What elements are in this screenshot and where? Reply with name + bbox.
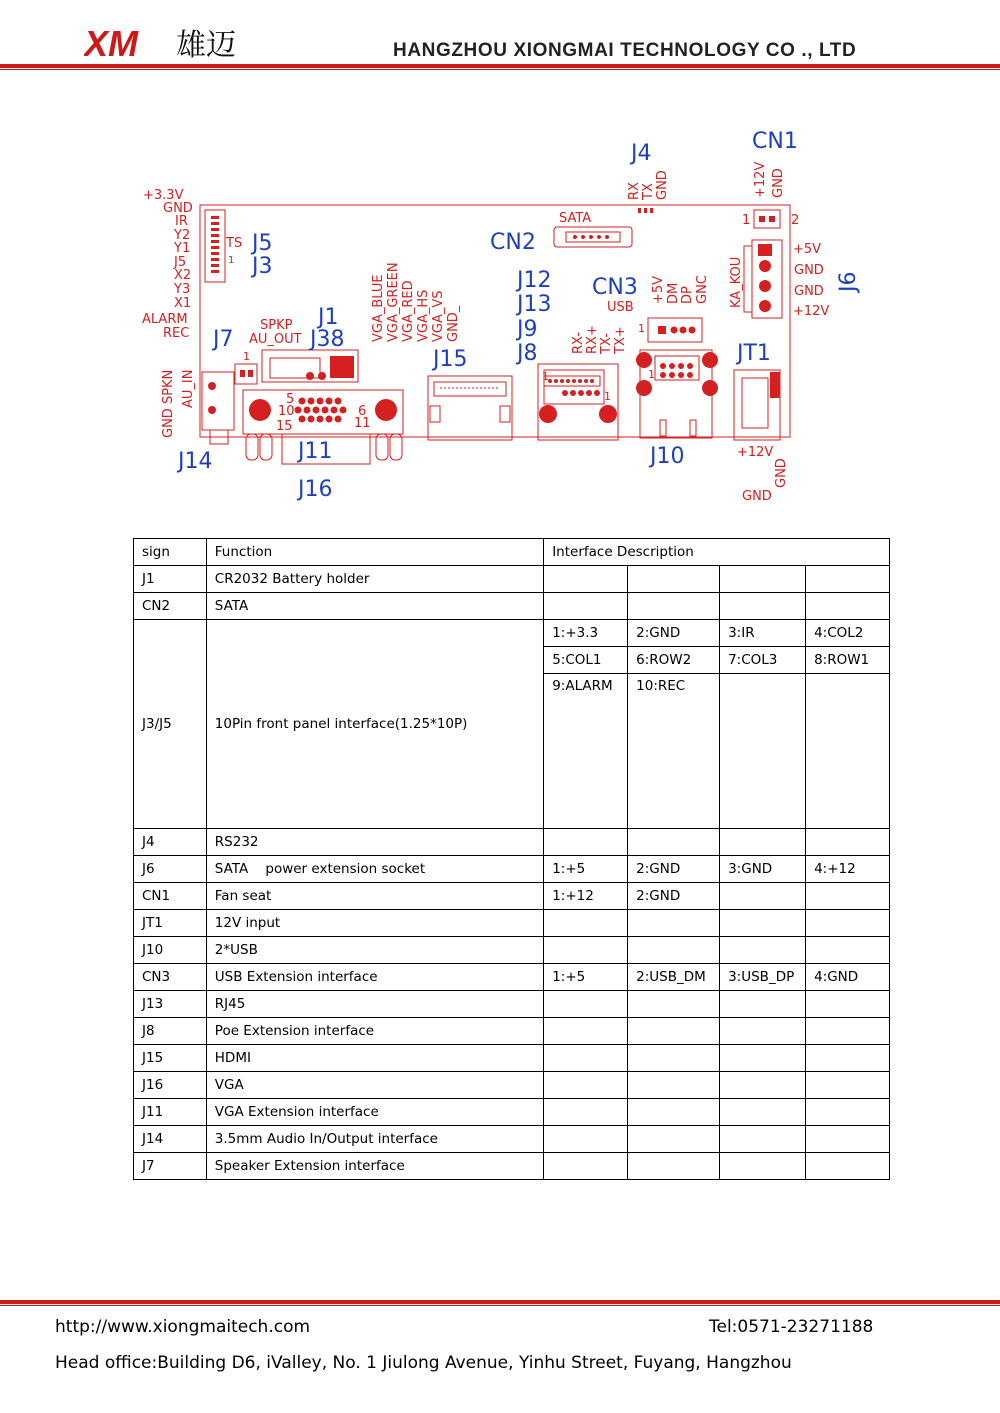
company-logo [84, 22, 274, 64]
table-cell [628, 1072, 720, 1099]
footer-rule-thin [0, 1305, 1000, 1306]
label-j12: J12 [517, 268, 552, 293]
pin-label: SPKP [260, 318, 293, 333]
table-cell [720, 829, 806, 856]
table-cell: 4:GND [806, 964, 890, 991]
table-row [134, 829, 890, 856]
table-cell [544, 566, 628, 593]
table-cell: 3:IR [720, 620, 806, 647]
pin-label: RX [627, 182, 642, 200]
pin-label: GNC [695, 275, 710, 304]
label-j13: J13 [517, 292, 552, 317]
table-cell: RS232 [206, 829, 543, 856]
label-j4: J4 [631, 141, 652, 166]
pin-label: GND [794, 284, 824, 299]
table-cell: 3:GND [720, 856, 806, 883]
table-cell [628, 910, 720, 937]
table-cell: 1:+3.3 [544, 620, 628, 647]
table-cell: 1:+5 [544, 856, 628, 883]
table-cell [628, 937, 720, 964]
logo-mark: XM [84, 23, 138, 64]
table-cell [720, 1045, 806, 1072]
table-cell [544, 1153, 628, 1180]
pin-label: X1 [174, 296, 192, 311]
table-cell: 10Pin front panel interface(1.25*10P) [206, 620, 543, 829]
table-cell [628, 1126, 720, 1153]
head-office-address: Head office:Building D6, iValley, No. 1 Jiulong Avenue, Yinhu Street, Fuyang, Hangzhou [55, 1353, 792, 1373]
table-row [134, 1018, 890, 1045]
board-diagram [0, 110, 1000, 520]
table-row [134, 1126, 890, 1153]
table-cell [806, 991, 890, 1018]
pin-label: KA_KOU [729, 256, 744, 308]
pin-label: GND SPKN [161, 369, 176, 438]
table-cell: HDMI [206, 1045, 543, 1072]
header-cell: sign [134, 539, 207, 566]
label-j15: J15 [433, 347, 468, 372]
j4-pins [638, 208, 653, 213]
pin-label: IR [175, 214, 188, 229]
table-cell [806, 1072, 890, 1099]
table-cell [720, 991, 806, 1018]
pin-label: GND [794, 263, 824, 278]
table-cell [806, 1099, 890, 1126]
table-cell [806, 1153, 890, 1180]
table-cell [806, 674, 890, 829]
table-cell [544, 1126, 628, 1153]
pin-label: 1 [604, 390, 611, 403]
interface-table [133, 538, 890, 1180]
pin-label: 1 [228, 255, 235, 266]
table-cell: 5:COL1 [544, 647, 628, 674]
table-cell: J4 [134, 829, 207, 856]
table-cell [720, 883, 806, 910]
telephone: Tel:0571-23271188 [709, 1317, 874, 1337]
j7-speaker [235, 364, 257, 384]
header-rule-thin [0, 69, 1000, 70]
label-j7: J7 [213, 327, 234, 352]
table-cell [628, 1018, 720, 1045]
label-j1: J1 [318, 305, 339, 330]
table-row [134, 1099, 890, 1126]
table-cell [544, 1045, 628, 1072]
footer-rule [0, 1300, 1000, 1304]
table-cell: CR2032 Battery holder [206, 566, 543, 593]
table-cell [720, 937, 806, 964]
pin-label: DP [680, 286, 695, 304]
table-cell: 3.5mm Audio In/Output interface [206, 1126, 543, 1153]
table-cell: 4:+12 [806, 856, 890, 883]
label-j3: J3 [252, 254, 273, 279]
table-cell: SATA [206, 593, 543, 620]
table-cell [720, 910, 806, 937]
table-row [134, 964, 890, 991]
table-cell [628, 991, 720, 1018]
table-cell [720, 1099, 806, 1126]
table-cell: 2:GND [628, 620, 720, 647]
table-cell [628, 1153, 720, 1180]
table-cell [806, 1126, 890, 1153]
logo-chinese: 雄迈 [176, 28, 236, 63]
table-cell: CN3 [134, 964, 207, 991]
vga-pins [295, 398, 347, 423]
pin-label: GND [774, 458, 789, 488]
table-cell: USB Extension interface [206, 964, 543, 991]
table-cell [806, 883, 890, 910]
table-header-row [134, 539, 890, 566]
label-cn2: CN2 [490, 230, 536, 255]
table-row [134, 910, 890, 937]
label-j10: J10 [650, 444, 685, 469]
table-cell: RJ45 [206, 991, 543, 1018]
table-row [134, 991, 890, 1018]
table-cell: SATA power extension socket [206, 856, 543, 883]
table-row [134, 566, 890, 593]
header-cell: Interface Description [544, 539, 890, 566]
pin-label: GND_ [446, 305, 461, 342]
pin-label: GND [742, 489, 772, 504]
j3-pins [211, 216, 219, 273]
table-cell [628, 566, 720, 593]
table-cell: 1:+5 [544, 964, 628, 991]
table-cell: Speaker Extension interface [206, 1153, 543, 1180]
table-cell [544, 991, 628, 1018]
table-cell: 10:REC [628, 674, 720, 829]
label-j38: J38 [310, 327, 345, 352]
table-row [134, 856, 890, 883]
table-cell [806, 937, 890, 964]
pin-label: 1 [742, 213, 751, 228]
table-cell: J15 [134, 1045, 207, 1072]
table-cell: J3/J5 [134, 620, 207, 829]
table-cell: 2:GND [628, 856, 720, 883]
table-cell [806, 593, 890, 620]
table-cell [544, 1099, 628, 1126]
pin-label: +12V [753, 161, 768, 198]
pin-label: J5 [174, 255, 187, 270]
table-cell [806, 829, 890, 856]
table-row [134, 1045, 890, 1072]
pin-label: VGA_HS [416, 289, 431, 342]
pin-label: RX+ [585, 325, 600, 354]
pin-label: SATA [559, 211, 592, 226]
pin-label: VGA_BLUE [371, 274, 386, 342]
table-cell: JT1 [134, 910, 207, 937]
table-cell: J16 [134, 1072, 207, 1099]
label-j6: J6 [836, 271, 861, 292]
pin-label: +12V [793, 304, 830, 319]
label-j5: J5 [252, 231, 273, 256]
table-cell: J11 [134, 1099, 207, 1126]
label-j16: J16 [298, 477, 333, 502]
table-cell: J6 [134, 856, 207, 883]
j14-audio [202, 372, 234, 430]
table-cell: 7:COL3 [720, 647, 806, 674]
table-row [134, 620, 890, 647]
header-cell: Function [206, 539, 543, 566]
table-cell [806, 1045, 890, 1072]
pin-label: VGA_RED [401, 280, 416, 342]
table-cell: J8 [134, 1018, 207, 1045]
table-cell [806, 910, 890, 937]
table-cell: 1:+12 [544, 883, 628, 910]
pin-label: 2 [791, 213, 800, 228]
table-cell: 2:GND [628, 883, 720, 910]
table-cell: J14 [134, 1126, 207, 1153]
table-cell: CN2 [134, 593, 207, 620]
pin-label: 11 [354, 416, 371, 431]
label-j8: J8 [517, 341, 538, 366]
header-rule [0, 64, 1000, 68]
pin-label: 1 [648, 368, 655, 381]
pin-label: VGA_GREEN [386, 262, 401, 342]
table-cell: 4:COL2 [806, 620, 890, 647]
table-row [134, 883, 890, 910]
pin-label: VGA_VS [431, 290, 446, 342]
table-cell [544, 937, 628, 964]
pin-label: 15 [276, 419, 293, 434]
table-cell: 2:USB_DM [628, 964, 720, 991]
pin-label: 1 [542, 370, 549, 383]
pin-label: TX [641, 183, 656, 200]
table-cell: 12V input [206, 910, 543, 937]
table-cell [720, 1072, 806, 1099]
table-cell: Poe Extension interface [206, 1018, 543, 1045]
pin-label: USB [607, 300, 634, 315]
table-cell [806, 1018, 890, 1045]
table-cell [628, 1099, 720, 1126]
pin-label: +5V [793, 242, 822, 257]
label-j11: J11 [298, 439, 333, 464]
table-cell: 6:ROW2 [628, 647, 720, 674]
table-cell: CN1 [134, 883, 207, 910]
cn1-fan [754, 210, 780, 228]
table-cell: 3:USB_DP [720, 964, 806, 991]
label-j9: J9 [517, 317, 538, 342]
label-jt1: JT1 [737, 341, 771, 366]
table-cell [806, 566, 890, 593]
table-cell [544, 1018, 628, 1045]
table-cell: 8:ROW1 [806, 647, 890, 674]
pin-label: X2 [174, 268, 192, 283]
pin-label: DM [666, 282, 681, 304]
pin-label: +5V [651, 275, 666, 304]
table-cell [628, 593, 720, 620]
label-j14: J14 [178, 449, 213, 474]
pin-label: RX- [571, 332, 586, 354]
table-cell: J7 [134, 1153, 207, 1180]
pin-label: 1 [243, 350, 250, 363]
pin-label: Y3 [174, 282, 191, 297]
table-cell [544, 1072, 628, 1099]
company-name: HANGZHOU XIONGMAI TECHNOLOGY CO ., LTD [393, 40, 857, 61]
table-cell: 9:ALARM [544, 674, 628, 829]
pin-label: 1 [638, 322, 645, 335]
pin-labels [142, 162, 829, 504]
table-row [134, 1153, 890, 1180]
pin-label: REC [163, 326, 190, 341]
pin-label: GND [655, 170, 670, 200]
j15-hdmi [428, 376, 512, 440]
label-cn1: CN1 [752, 129, 798, 154]
table-cell [544, 593, 628, 620]
table-cell [720, 1126, 806, 1153]
pin-label: Y1 [174, 241, 191, 256]
table-row [134, 1072, 890, 1099]
pin-label: 10 [278, 404, 295, 419]
table-cell: J10 [134, 937, 207, 964]
table-cell: J13 [134, 991, 207, 1018]
table-cell [628, 1045, 720, 1072]
pin-label: 5 [286, 392, 295, 407]
pin-label: Y2 [174, 228, 191, 243]
table-cell: J1 [134, 566, 207, 593]
table-cell [720, 1153, 806, 1180]
table-cell: VGA [206, 1072, 543, 1099]
table-cell [628, 829, 720, 856]
pin-label: AU_OUT [249, 332, 302, 347]
table-cell [720, 1018, 806, 1045]
table-cell: Fan seat [206, 883, 543, 910]
pin-label: GND [771, 168, 786, 198]
table-cell [544, 829, 628, 856]
table-cell: VGA Extension interface [206, 1099, 543, 1126]
table-cell: 2*USB [206, 937, 543, 964]
table-cell [544, 910, 628, 937]
table-row [134, 937, 890, 964]
pin-label: +3.3V [143, 188, 184, 203]
table-cell [720, 566, 806, 593]
pin-label: TS [226, 236, 243, 251]
pin-label: AU_IN [181, 369, 196, 408]
table-cell [720, 674, 806, 829]
pin-label: ALARM [142, 312, 188, 327]
pin-label: 6 [358, 404, 367, 419]
label-cn3: CN3 [592, 275, 638, 300]
pin-label: +12V [737, 445, 774, 460]
page-header [0, 0, 1000, 80]
table-cell [720, 593, 806, 620]
pin-label: GND [163, 201, 193, 216]
pin-label: TX+ [613, 326, 628, 354]
pin-label: TX- [599, 333, 614, 354]
website-link[interactable]: http://www.xiongmaitech.com [55, 1317, 311, 1337]
table-row [134, 593, 890, 620]
